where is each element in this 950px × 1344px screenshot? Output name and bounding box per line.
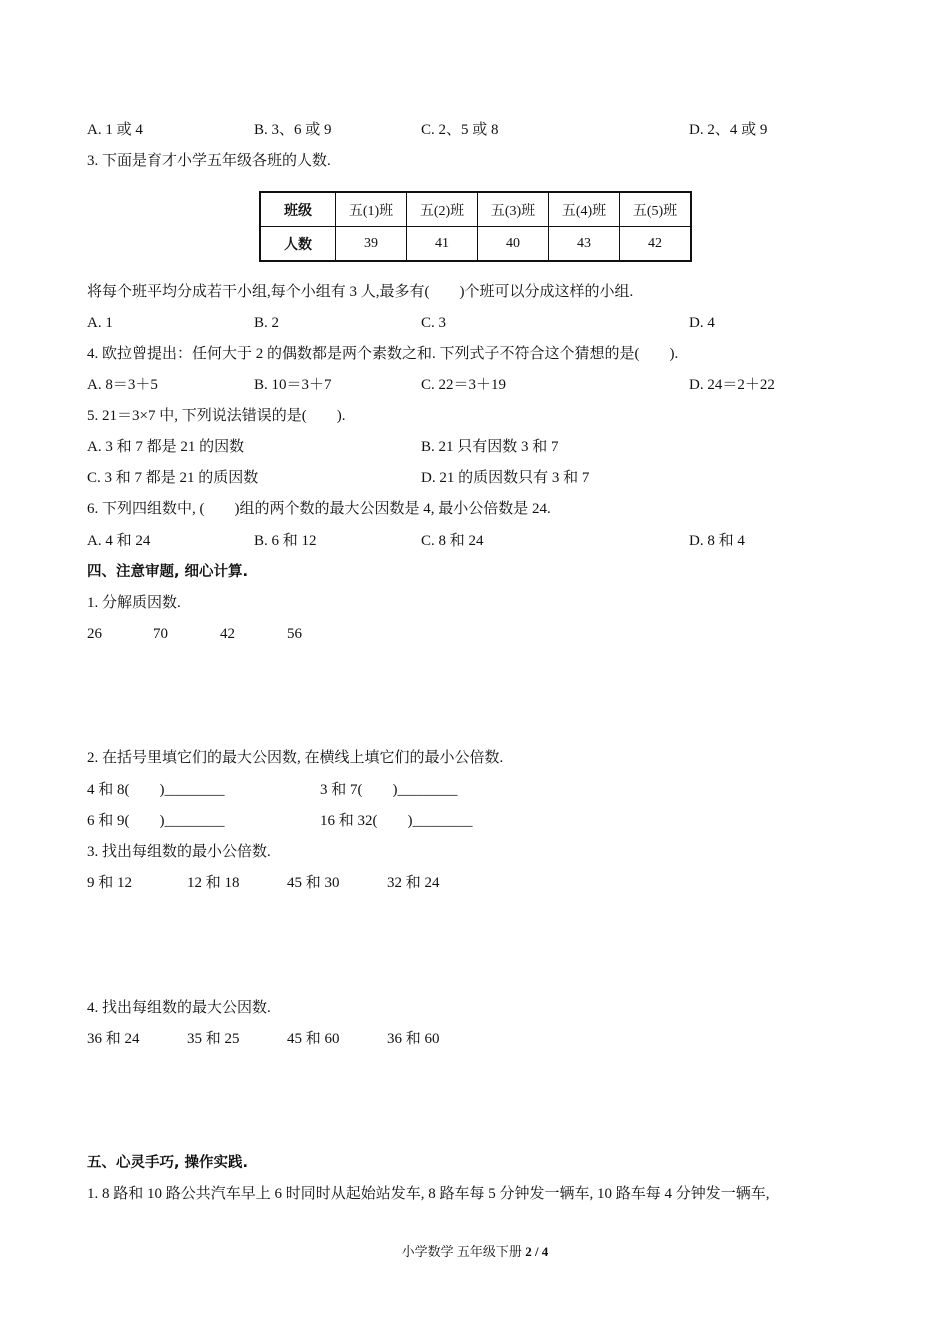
table-cell: 五(4)班 — [549, 192, 620, 227]
table-cell: 43 — [549, 227, 620, 262]
q2-option-a: A. 1 或 4 — [87, 122, 143, 138]
s4-p1-stem: 1. 分解质因数. — [87, 595, 181, 611]
table-cell: 五(1)班 — [336, 192, 407, 227]
q3-option-a: A. 1 — [87, 315, 113, 331]
s4-p3-item: 32 和 24 — [387, 875, 440, 891]
q6-option-c: C. 8 和 24 — [421, 533, 484, 549]
q3-option-c: C. 3 — [421, 315, 447, 331]
q6-option-b: B. 6 和 12 — [254, 533, 317, 549]
s4-p2-item: 3 和 7( )________ — [320, 782, 458, 798]
page-number: 2 / 4 — [525, 1244, 549, 1259]
s4-p2-item: 4 和 8( )________ — [87, 782, 225, 798]
q6-option-a: A. 4 和 24 — [87, 533, 151, 549]
q2-option-c: C. 2、5 或 8 — [421, 122, 499, 138]
q4-option-c: C. 22＝3＋19 — [421, 377, 507, 393]
q4-option-d: D. 24＝2＋22 — [689, 377, 775, 393]
q5-stem: 5. 21＝3×7 中, 下列说法错误的是( ). — [87, 408, 346, 424]
s4-p3-item: 45 和 30 — [287, 875, 340, 891]
s4-p1-item: 56 — [287, 626, 302, 642]
s4-p3-stem: 3. 找出每组数的最小公倍数. — [87, 844, 271, 860]
table-cell: 42 — [620, 227, 692, 262]
q5-option-b: B. 21 只有因数 3 和 7 — [421, 439, 559, 455]
s4-p4-item: 36 和 24 — [87, 1031, 140, 1047]
s4-p2-stem: 2. 在括号里填它们的最大公因数, 在横线上填它们的最小公倍数. — [87, 750, 504, 766]
section5-heading: 五、心灵手巧, 操作实践. — [87, 1155, 249, 1171]
s4-p1-item: 70 — [153, 626, 168, 642]
footer-text: 小学数学 五年级下册 — [401, 1244, 526, 1259]
table-cell: 40 — [478, 227, 549, 262]
s4-p4-item: 35 和 25 — [187, 1031, 240, 1047]
table-cell: 五(5)班 — [620, 192, 692, 227]
q3-question: 将每个班平均分成若干小组,每个小组有 3 人,最多有( )个班可以分成这样的小组. — [87, 284, 634, 300]
table-row — [260, 192, 691, 227]
table-row — [260, 227, 691, 262]
s4-p4-stem: 4. 找出每组数的最大公因数. — [87, 1000, 271, 1016]
table-cell: 五(3)班 — [478, 192, 549, 227]
table-cell: 五(2)班 — [407, 192, 478, 227]
table-header-count: 人数 — [260, 227, 336, 262]
class-size-table — [259, 191, 692, 262]
s4-p2-item: 6 和 9( )________ — [87, 813, 225, 829]
q2-option-b: B. 3、6 或 9 — [254, 122, 332, 138]
q4-option-a: A. 8＝3＋5 — [87, 377, 158, 393]
table-cell: 41 — [407, 227, 478, 262]
q3-option-d: D. 4 — [689, 315, 715, 331]
s4-p2-item: 16 和 32( )________ — [320, 813, 473, 829]
s4-p3-item: 12 和 18 — [187, 875, 240, 891]
q3-option-b: B. 2 — [254, 315, 280, 331]
q3-stem: 3. 下面是育才小学五年级各班的人数. — [87, 153, 331, 169]
q5-option-c: C. 3 和 7 都是 21 的质因数 — [87, 470, 259, 486]
q6-stem: 6. 下列四组数中, ( )组的两个数的最大公因数是 4, 最小公倍数是 24. — [87, 501, 551, 517]
q4-stem: 4. 欧拉曾提出：任何大于 2 的偶数都是两个素数之和. 下列式子不符合这个猜想的是( ). — [87, 346, 679, 362]
s4-p1-item: 26 — [87, 626, 102, 642]
table-header-class: 班级 — [260, 192, 336, 227]
q4-option-b: B. 10＝3＋7 — [254, 377, 332, 393]
q5-option-a: A. 3 和 7 都是 21 的因数 — [87, 439, 245, 455]
s4-p4-item: 36 和 60 — [387, 1031, 440, 1047]
q5-option-d: D. 21 的质因数只有 3 和 7 — [421, 470, 590, 486]
q6-option-d: D. 8 和 4 — [689, 533, 745, 549]
q2-option-d: D. 2、4 或 9 — [689, 122, 768, 138]
table-cell: 39 — [336, 227, 407, 262]
page-footer — [0, 1241, 950, 1260]
s5-p1-text: 1. 8 路和 10 路公共汽车早上 6 时同时从起始站发车, 8 路车每 5 分钟发一辆车, 10 路车每 4 分钟发一辆车, — [87, 1186, 770, 1202]
s4-p4-item: 45 和 60 — [287, 1031, 340, 1047]
s4-p1-item: 42 — [220, 626, 235, 642]
section4-heading: 四、注意审题, 细心计算. — [87, 564, 249, 580]
s4-p3-item: 9 和 12 — [87, 875, 133, 891]
